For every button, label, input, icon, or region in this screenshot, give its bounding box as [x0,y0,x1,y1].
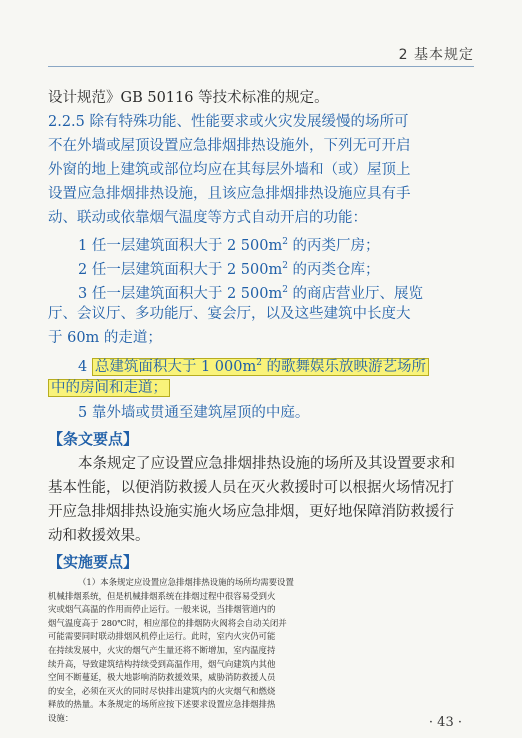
section-heading: 【实施要点】 [48,553,139,571]
paragraph-line: 设计规范》GB 50116 等技术标准的规定。 [48,90,329,106]
page-number: · 43 · [428,715,462,730]
clause-line: 外窗的地上建筑或部位均应在其每层外墙和（或）屋顶上 [48,162,411,178]
highlight-mark: 总建筑面积大于 1 $000m^2$ 的歌舞娱乐放映游艺场所 [92,358,429,376]
clause-item-2: 2 任一层建筑面积大于 2 $500m^2$ 的丙类仓库； [78,261,380,278]
paragraph-line: 空间不断蔓延，极大地影响消防救援效果，威胁消防救援人员 [48,672,276,683]
paragraph-line: 开应急排烟排热设施实施火场应急排烟，更好地保障消防救援行 [48,504,454,520]
paragraph-line: 在持续发展中，火灾的烟气产生量还将不断增加，室内温度持 [48,645,276,655]
paragraph-line: 续升高，导致建筑结构持续受到高温作用，烟气向建筑内其他 [48,658,276,669]
clause-item-1: 1 任一层建筑面积大于 2 $500m^2$ 的丙类厂房； [78,237,380,254]
clause-item-3-cont: 厅、会议厅、多功能厅、宴会厅，以及这些建筑中长度大 [48,306,411,322]
clause-item-4: 4 总建筑面积大于 1 $000m^2$ 的歌舞娱乐放映游艺场所 [78,351,429,379]
paragraph-line: 动和救援效果。 [48,528,150,544]
clause-item-3-cont: 于 60m 的走道； [48,330,162,346]
paragraph-line: 的安全，必须在灭火的同时尽快排出建筑内的火灾烟气和燃烧 [48,685,276,696]
section-heading: 【条文要点】 [48,430,139,448]
paragraph-line: （1）本条规定应设置应急排烟排热设施的场所均需要设置 [78,577,294,587]
clause-line: 设置应急排烟排热设施，且该应急排烟排热设施应具有手 [48,186,411,202]
clause-line: 2.2.5 除有特殊功能、性能要求或火灾发展缓慢的场所可 [48,114,409,130]
paragraph-line: 可能需要同时联动排烟风机停止运行。此时，室内火灾仍可能 [48,631,276,642]
highlight-mark: 中的房间和走道； [48,379,170,397]
clause-item-4-cont [48,376,170,400]
paragraph-line: 本条规定了应设置应急排烟排热设施的场所及其设置要求和 [78,456,455,472]
clause-item-5: 5 靠外墙或贯通至建筑屋顶的中庭。 [78,405,310,421]
paragraph-line: 烟气温度高于 280℃时，相应部位的排烟防火阀将会自动关闭并 [48,617,287,628]
running-header [48,36,474,67]
paragraph-line: 设施： [48,713,74,723]
clause-line: 不在外墙或屋顶设置应急排烟排热设施外，下列无可开启 [48,138,411,154]
paragraph-line: 机械排烟系统，但是机械排烟系统在排烟过程中很容易受到火 [48,590,276,601]
chapter-title: 2 基本规定 [398,47,474,63]
paragraph-line: 释放的热量。本条规定的场所应按下述要求设置应急排烟排热 [48,699,276,710]
paragraph-line: 灾或烟气高温的作用而停止运行。一般来说，当排烟管道内的 [48,604,276,615]
paragraph-line: 基本性能，以便消防救援人员在灭火救援时可以根据火场情况打 [48,480,454,496]
clause-line: 动、联动或依靠烟气温度等方式自动开启的功能： [48,210,367,226]
clause-item-3: 3 任一层建筑面积大于 2 $500m^2$ 的商店营业厅、展览 [78,285,424,302]
